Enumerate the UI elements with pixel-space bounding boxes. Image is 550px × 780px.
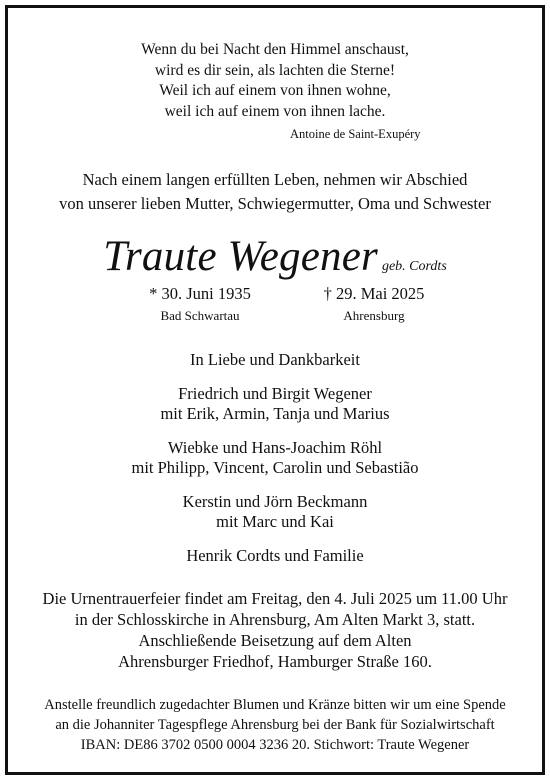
intro-line: von unserer lieben Mutter, Schwiegermutter, Oma und Schwester: [59, 194, 491, 213]
poem-line: wird es dir sein, als lachten die Sterne!: [154, 61, 396, 79]
poem-line: Wenn du bei Nacht den Himmel anschaust,: [141, 41, 409, 58]
mourner-line: Henrik Cordts und Familie: [186, 546, 364, 565]
obituary-frame: [5, 5, 545, 775]
birth-date: * 30. Juni 1935: [149, 284, 251, 303]
poem: [8, 40, 542, 122]
mourners-list: [8, 350, 542, 580]
mourner-group: [8, 438, 542, 478]
mourner-line: Kerstin und Jörn Beckmann: [182, 492, 368, 511]
poem-line: weil ich auf einem von ihnen lache.: [164, 102, 386, 120]
ceremony-line: in der Schlosskirche in Ahrensburg, Am Alten Markt 3, statt.: [74, 610, 476, 629]
mourners-heading: [8, 350, 542, 370]
ceremony-line: Ahrensburger Friedhof, Hamburger Straße 160.: [118, 652, 432, 671]
mourner-line: mit Erik, Armin, Tanja und Marius: [160, 404, 390, 423]
donation-line: Anstelle freundlich zugedachter Blumen und Kränze bitten wir um eine Spende: [44, 697, 506, 713]
donation-line: an die Johanniter Tagespflege Ahrensburg bei der Bank für Sozialwirtschaft: [55, 717, 495, 733]
mourners-heading-text: In Liebe und Dankbarkeit: [190, 350, 360, 369]
birth-place: Bad Schwartau: [160, 308, 240, 323]
ceremony-line: Die Urnentrauerfeier findet am Freitag, den 4. Juli 2025 um 11.00 Uhr: [42, 589, 508, 608]
poem-line: Weil ich auf einem von ihnen wohne,: [159, 82, 391, 99]
death-place: Ahrensburg: [343, 308, 405, 323]
mourner-line: mit Marc und Kai: [216, 512, 334, 531]
intro-line: Nach einem langen erfüllten Leben, nehmen wir Abschied: [82, 170, 468, 189]
mourner-line: mit Philipp, Vincent, Carolin und Sebastião: [131, 458, 419, 477]
donation-notice: [8, 695, 542, 755]
donation-line: IBAN: DE86 3702 0500 0004 3236 20. Stichwort: Traute Wegener: [80, 737, 470, 753]
mourner-line: Friedrich und Birgit Wegener: [178, 384, 372, 403]
deceased-heading: [8, 232, 542, 292]
ceremony-line: Anschließende Beisetzung auf dem Alten: [138, 631, 412, 650]
birth-name: geb. Cordts: [381, 259, 447, 274]
mourner-group: [8, 384, 542, 424]
intro-text: [8, 168, 542, 216]
deceased-name: Traute Wegener: [103, 233, 378, 280]
mourner-group: [8, 546, 542, 566]
mourner-line: Wiebke und Hans-Joachim Röhl: [167, 438, 383, 457]
death-date: † 29. Mai 2025: [323, 284, 425, 303]
ceremony-details: [8, 588, 542, 672]
poem-author: Antoine de Saint-Exupéry: [290, 127, 421, 141]
mourner-group: [8, 492, 542, 532]
